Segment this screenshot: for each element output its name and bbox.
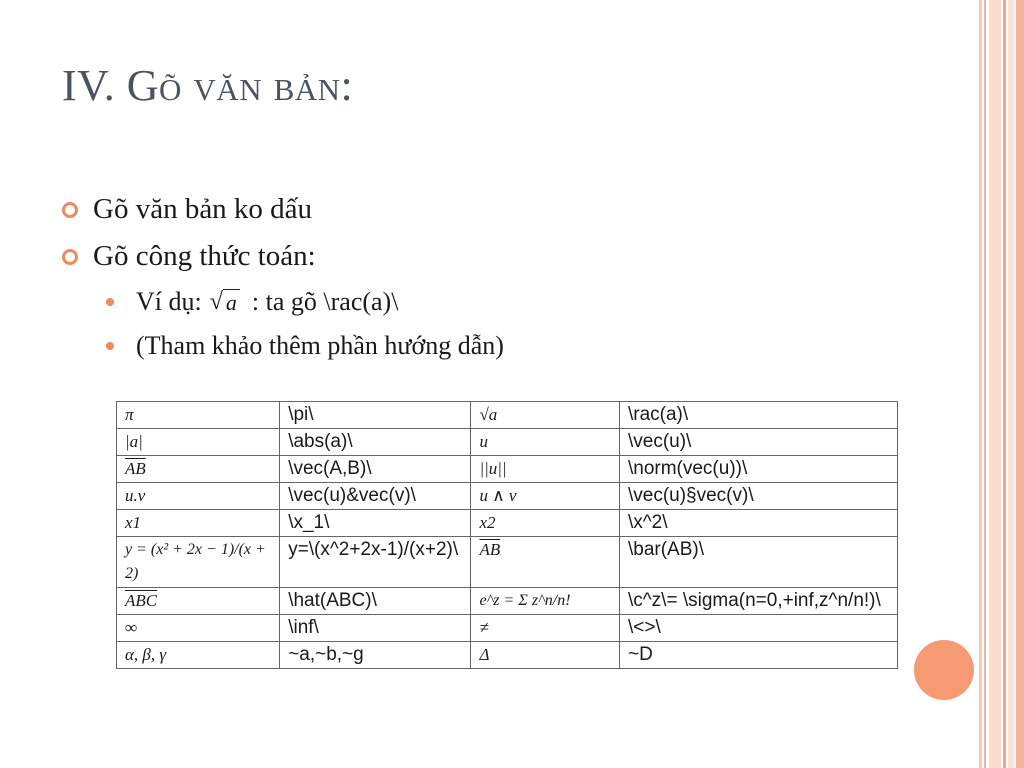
example-prefix: Ví dụ: (136, 287, 202, 316)
decor-stripe (989, 0, 1001, 768)
bullet-text: Gõ công thức toán: (93, 240, 316, 272)
code-cell: \<>\ (619, 615, 897, 642)
formula-table (116, 401, 898, 669)
code-cell: \vec(u)\ (619, 429, 897, 456)
decor-stripe (1003, 0, 1006, 768)
example-suffix: : ta gõ \rac(a)\ (251, 287, 399, 316)
sub-bullet-note (106, 324, 922, 368)
code-cell: \vec(u)&vec(v)\ (280, 483, 471, 510)
decor-circle (914, 640, 974, 700)
table-row (117, 483, 898, 510)
symbol-cell: α, β, γ (117, 642, 280, 669)
table-row (117, 510, 898, 537)
code-cell: \pi\ (280, 402, 471, 429)
decor-stripe (979, 0, 982, 768)
symbol-cell (471, 537, 620, 588)
symbol-cell (117, 456, 280, 483)
table-row (117, 537, 898, 588)
code-cell: \vec(A,B)\ (280, 456, 471, 483)
ring-bullet-icon (62, 249, 78, 265)
vector-symbol: $\overline{AB}$ (125, 459, 146, 478)
code-cell: \hat(ABC)\ (280, 588, 471, 615)
bullet-list (62, 186, 922, 368)
dot-bullet-icon (106, 342, 114, 350)
decor-stripe (1016, 0, 1024, 768)
note-text: (Tham khảo thêm phần hướng dẫn) (136, 331, 504, 360)
symbol-cell: ||u|| (471, 456, 620, 483)
code-cell: \x^2\ (619, 510, 897, 537)
code-cell: \vec(u)§vec(v)\ (619, 483, 897, 510)
sqrt-formula (210, 289, 240, 316)
radical-icon: √ (209, 288, 223, 315)
code-cell: ~a,~b,~g (280, 642, 471, 669)
code-cell: \bar(AB)\ (619, 537, 897, 588)
sub-bullet-example (106, 280, 922, 324)
symbol-cell: e^z = Σ z^n/n! (471, 588, 620, 615)
table-row (117, 588, 898, 615)
code-cell: ~D (619, 642, 897, 669)
dot-bullet-icon (106, 298, 114, 306)
symbol-cell: u ∧ v (471, 483, 620, 510)
sqrt-operand: a (223, 289, 240, 316)
table-row (117, 402, 898, 429)
code-cell: \rac(a)\ (619, 402, 897, 429)
symbol-cell: y = (x² + 2x − 1)/(x + 2) (117, 537, 280, 588)
code-cell: \x_1\ (280, 510, 471, 537)
bullet-text: Gõ văn bản ko dấu (93, 193, 313, 225)
code-cell: \norm(vec(u))\ (619, 456, 897, 483)
code-cell: \inf\ (280, 615, 471, 642)
ring-bullet-icon (62, 202, 78, 218)
symbol-cell: π (117, 402, 280, 429)
table-row (117, 429, 898, 456)
symbol-cell: x2 (471, 510, 620, 537)
table-row (117, 456, 898, 483)
symbol-cell (471, 429, 620, 456)
table-row (117, 642, 898, 669)
bullet-item (62, 186, 922, 233)
table-row (117, 615, 898, 642)
symbol-cell: x1 (117, 510, 280, 537)
symbol-cell: u.v (117, 483, 280, 510)
hat-symbol: $\overline{ABC}$ (125, 591, 158, 610)
symbol-cell: ∞ (117, 615, 280, 642)
bar-symbol: $\overline{AB}$ (479, 540, 501, 559)
code-cell: \abs(a)\ (280, 429, 471, 456)
bullet-item (62, 233, 922, 280)
symbol-cell: ≠ (471, 615, 620, 642)
decor-stripe (1008, 0, 1014, 768)
slide-title: IV. Gõ văn bản: (62, 61, 354, 110)
symbol-cell: |a| (117, 429, 280, 456)
code-cell: \c^z\= \sigma(n=0,+inf,z^n/n!)\ (619, 588, 897, 615)
decor-stripe (984, 0, 986, 768)
vector-symbol: u (479, 432, 488, 451)
symbol-cell: √a (471, 402, 620, 429)
code-cell: y=\(x^2+2x-1)/(x+2)\ (280, 537, 471, 588)
symbol-cell: Δ (471, 642, 620, 669)
symbol-cell (117, 588, 280, 615)
